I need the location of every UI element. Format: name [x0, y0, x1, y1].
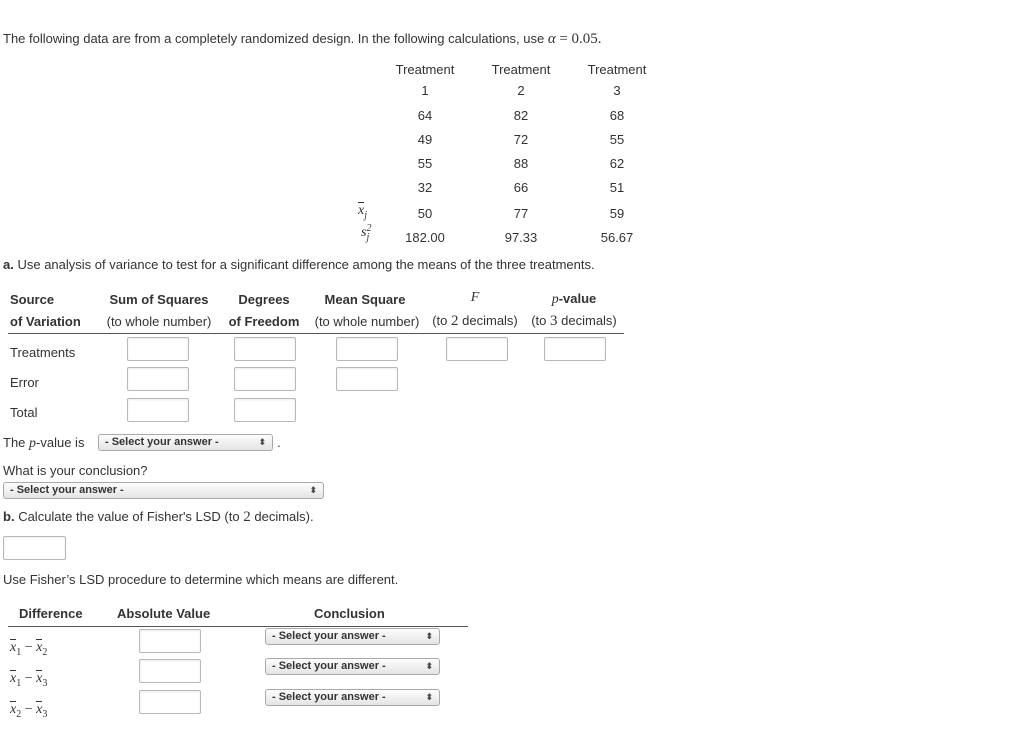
- table-cell: 66: [513, 180, 529, 195]
- variance-label: [361, 223, 372, 244]
- ss-total-input[interactable]: [127, 398, 189, 422]
- subscript: 1: [16, 646, 22, 658]
- absolute-value-input[interactable]: [139, 659, 201, 683]
- df-total-input[interactable]: [234, 398, 296, 422]
- variance-value: [577, 230, 657, 245]
- p-letter: p: [29, 436, 37, 451]
- text: decimals): [462, 313, 518, 328]
- header-pvalue: [525, 291, 623, 308]
- pvalue-treatments-input[interactable]: [544, 337, 606, 361]
- xbar-symbol: x: [36, 702, 43, 717]
- updown-arrows-icon: ⬍: [309, 485, 317, 495]
- text: decimals): [561, 313, 617, 328]
- lsd-instruction: Use Fisher’s LSD procedure to determine which means are different.: [3, 572, 399, 587]
- select-label: - Select your answer -: [10, 484, 124, 496]
- header-sum-squares: Sum of Squares: [109, 292, 209, 307]
- variance-value: [481, 230, 561, 245]
- xbar-symbol: x: [10, 640, 17, 655]
- table-cell: 62: [609, 156, 625, 171]
- part-a-text: Use analysis of variance to test for a significant difference among the means of the three treatments.: [17, 257, 595, 272]
- header-degrees-sub: of Freedom: [228, 314, 300, 329]
- minus-sign: −: [24, 702, 33, 717]
- data-row: [385, 108, 465, 123]
- alpha-symbol: α: [547, 31, 556, 47]
- select-label: - Select your answer -: [272, 691, 386, 703]
- data-row: [481, 108, 561, 123]
- subscript: 2: [16, 708, 22, 720]
- data-row: [577, 108, 657, 123]
- data-row: [481, 132, 561, 147]
- intro-text: The following data are from a completely randomized design. In the following calculations, use: [3, 31, 545, 46]
- equals-sign: =: [559, 31, 568, 47]
- part-a-question: [3, 257, 595, 272]
- xbar-symbol: x: [10, 702, 17, 717]
- mean-label: [358, 203, 367, 221]
- difference-label: [10, 671, 47, 689]
- minus-sign: −: [24, 671, 33, 686]
- subscript: j: [366, 232, 370, 243]
- header-difference: Difference: [19, 606, 83, 621]
- table-cell: 72: [513, 132, 529, 147]
- table-cell: 97.33: [504, 230, 538, 245]
- data-row: [385, 156, 465, 171]
- treatment-2-header: [481, 62, 561, 98]
- table-cell: 77: [513, 206, 529, 221]
- text: The: [3, 435, 26, 450]
- header-number: 2: [517, 83, 525, 98]
- header-f: F: [470, 290, 480, 305]
- header-label: Treatment: [491, 62, 551, 77]
- table-cell: 55: [609, 132, 625, 147]
- part-letter: a.: [3, 257, 14, 272]
- alpha-value: 0.05.: [571, 31, 602, 47]
- xbar-symbol: x: [36, 671, 43, 686]
- subscript: j: [364, 209, 367, 221]
- table-cell: 51: [609, 180, 625, 195]
- header-pvalue-sub: [523, 313, 625, 330]
- difference-label: [10, 640, 47, 658]
- header-conclusion: Conclusion: [314, 606, 385, 621]
- header-degrees: Degrees: [238, 292, 290, 307]
- table-cell: 88: [513, 156, 529, 171]
- updown-arrows-icon: ⬍: [425, 692, 433, 702]
- updown-arrows-icon: ⬍: [425, 631, 433, 641]
- header-divider: [8, 626, 468, 627]
- select-label: - Select your answer -: [272, 660, 386, 672]
- treatment-3-header: [577, 62, 657, 98]
- difference-label: [10, 702, 47, 720]
- intro-line: [3, 31, 601, 48]
- mean-value: [577, 206, 657, 221]
- s-symbol: s: [361, 225, 367, 240]
- treatment-1-header: [385, 62, 465, 98]
- ms-error-input[interactable]: [336, 367, 398, 391]
- data-row: [577, 156, 657, 171]
- header-f-sub: [426, 313, 524, 330]
- conclusion-select[interactable]: [265, 628, 440, 645]
- updown-arrows-icon: ⬍: [425, 661, 433, 671]
- ss-error-input[interactable]: [127, 367, 189, 391]
- header-mean-square: Mean Square: [324, 292, 406, 307]
- text: decimals).: [254, 509, 314, 524]
- conclusion-select[interactable]: [265, 658, 440, 675]
- table-cell: 59: [609, 206, 625, 221]
- df-treatments-input[interactable]: [234, 337, 296, 361]
- select-label: - Select your answer -: [105, 436, 219, 448]
- number: 2: [243, 509, 251, 525]
- ms-treatments-input[interactable]: [336, 337, 398, 361]
- pvalue-question: [3, 435, 84, 452]
- header-mean-square-sub: (to whole number): [314, 314, 420, 329]
- p-letter: p: [551, 292, 559, 307]
- minus-sign: −: [24, 640, 33, 655]
- updown-arrows-icon: ⬍: [258, 437, 266, 447]
- table-cell: 50: [417, 206, 433, 221]
- conclusion-question: What is your conclusion?: [3, 463, 148, 478]
- data-row: [385, 180, 465, 195]
- text: (to: [531, 313, 547, 328]
- subscript: 3: [42, 708, 48, 720]
- text: Calculate the value of Fisher's LSD (to: [18, 509, 240, 524]
- superscript: 2: [366, 223, 372, 234]
- variance-value: [385, 230, 465, 245]
- data-row: [385, 132, 465, 147]
- part-letter: b.: [3, 509, 15, 524]
- row-label-treatments: Treatments: [10, 345, 76, 360]
- period: .: [277, 435, 281, 450]
- subscript: 3: [42, 677, 48, 689]
- header-source: Source: [10, 292, 55, 307]
- text: -value: [558, 291, 597, 306]
- header-sum-squares-sub: (to whole number): [106, 314, 212, 329]
- ss-treatments-input[interactable]: [127, 337, 189, 361]
- table-cell: 32: [417, 180, 433, 195]
- fisher-lsd-input[interactable]: [3, 536, 66, 560]
- text: (to: [432, 313, 448, 328]
- table-cell: 56.67: [600, 230, 634, 245]
- data-row: [577, 132, 657, 147]
- header-source-sub: of Variation: [10, 314, 81, 329]
- data-row: [577, 180, 657, 195]
- part-b-question: [3, 509, 314, 526]
- text: -value is: [36, 435, 85, 450]
- subscript: 2: [42, 646, 48, 658]
- xbar-symbol: x: [36, 640, 43, 655]
- data-row: [481, 156, 561, 171]
- table-cell: 64: [417, 108, 433, 123]
- select-label: - Select your answer -: [272, 630, 386, 642]
- conclusion-select[interactable]: [3, 482, 324, 499]
- table-cell: 49: [417, 132, 433, 147]
- f-treatments-input[interactable]: [446, 337, 508, 361]
- header-number: 1: [421, 83, 429, 98]
- data-row: [481, 180, 561, 195]
- conclusion-select[interactable]: [265, 689, 440, 706]
- row-label-error: Error: [10, 375, 39, 390]
- header-absolute-value: Absolute Value: [117, 606, 211, 621]
- mean-value: [385, 206, 465, 221]
- absolute-value-input[interactable]: [139, 629, 201, 653]
- xbar-symbol: x: [358, 203, 365, 218]
- mean-value: [481, 206, 561, 221]
- header-label: Treatment: [395, 62, 455, 77]
- table-cell: 68: [609, 108, 625, 123]
- table-cell: 182.00: [405, 230, 445, 245]
- absolute-value-input[interactable]: [139, 690, 201, 714]
- table-cell: 82: [513, 108, 529, 123]
- xbar-symbol: x: [10, 671, 17, 686]
- table-cell: 55: [417, 156, 433, 171]
- header-number: 3: [613, 83, 621, 98]
- pvalue-select[interactable]: [98, 434, 273, 451]
- header-divider: [8, 333, 624, 334]
- number: 3: [550, 313, 558, 329]
- row-label-total: Total: [10, 405, 38, 420]
- number: 2: [451, 313, 459, 329]
- df-error-input[interactable]: [234, 367, 296, 391]
- header-label: Treatment: [587, 62, 647, 77]
- subscript: 1: [16, 677, 22, 689]
